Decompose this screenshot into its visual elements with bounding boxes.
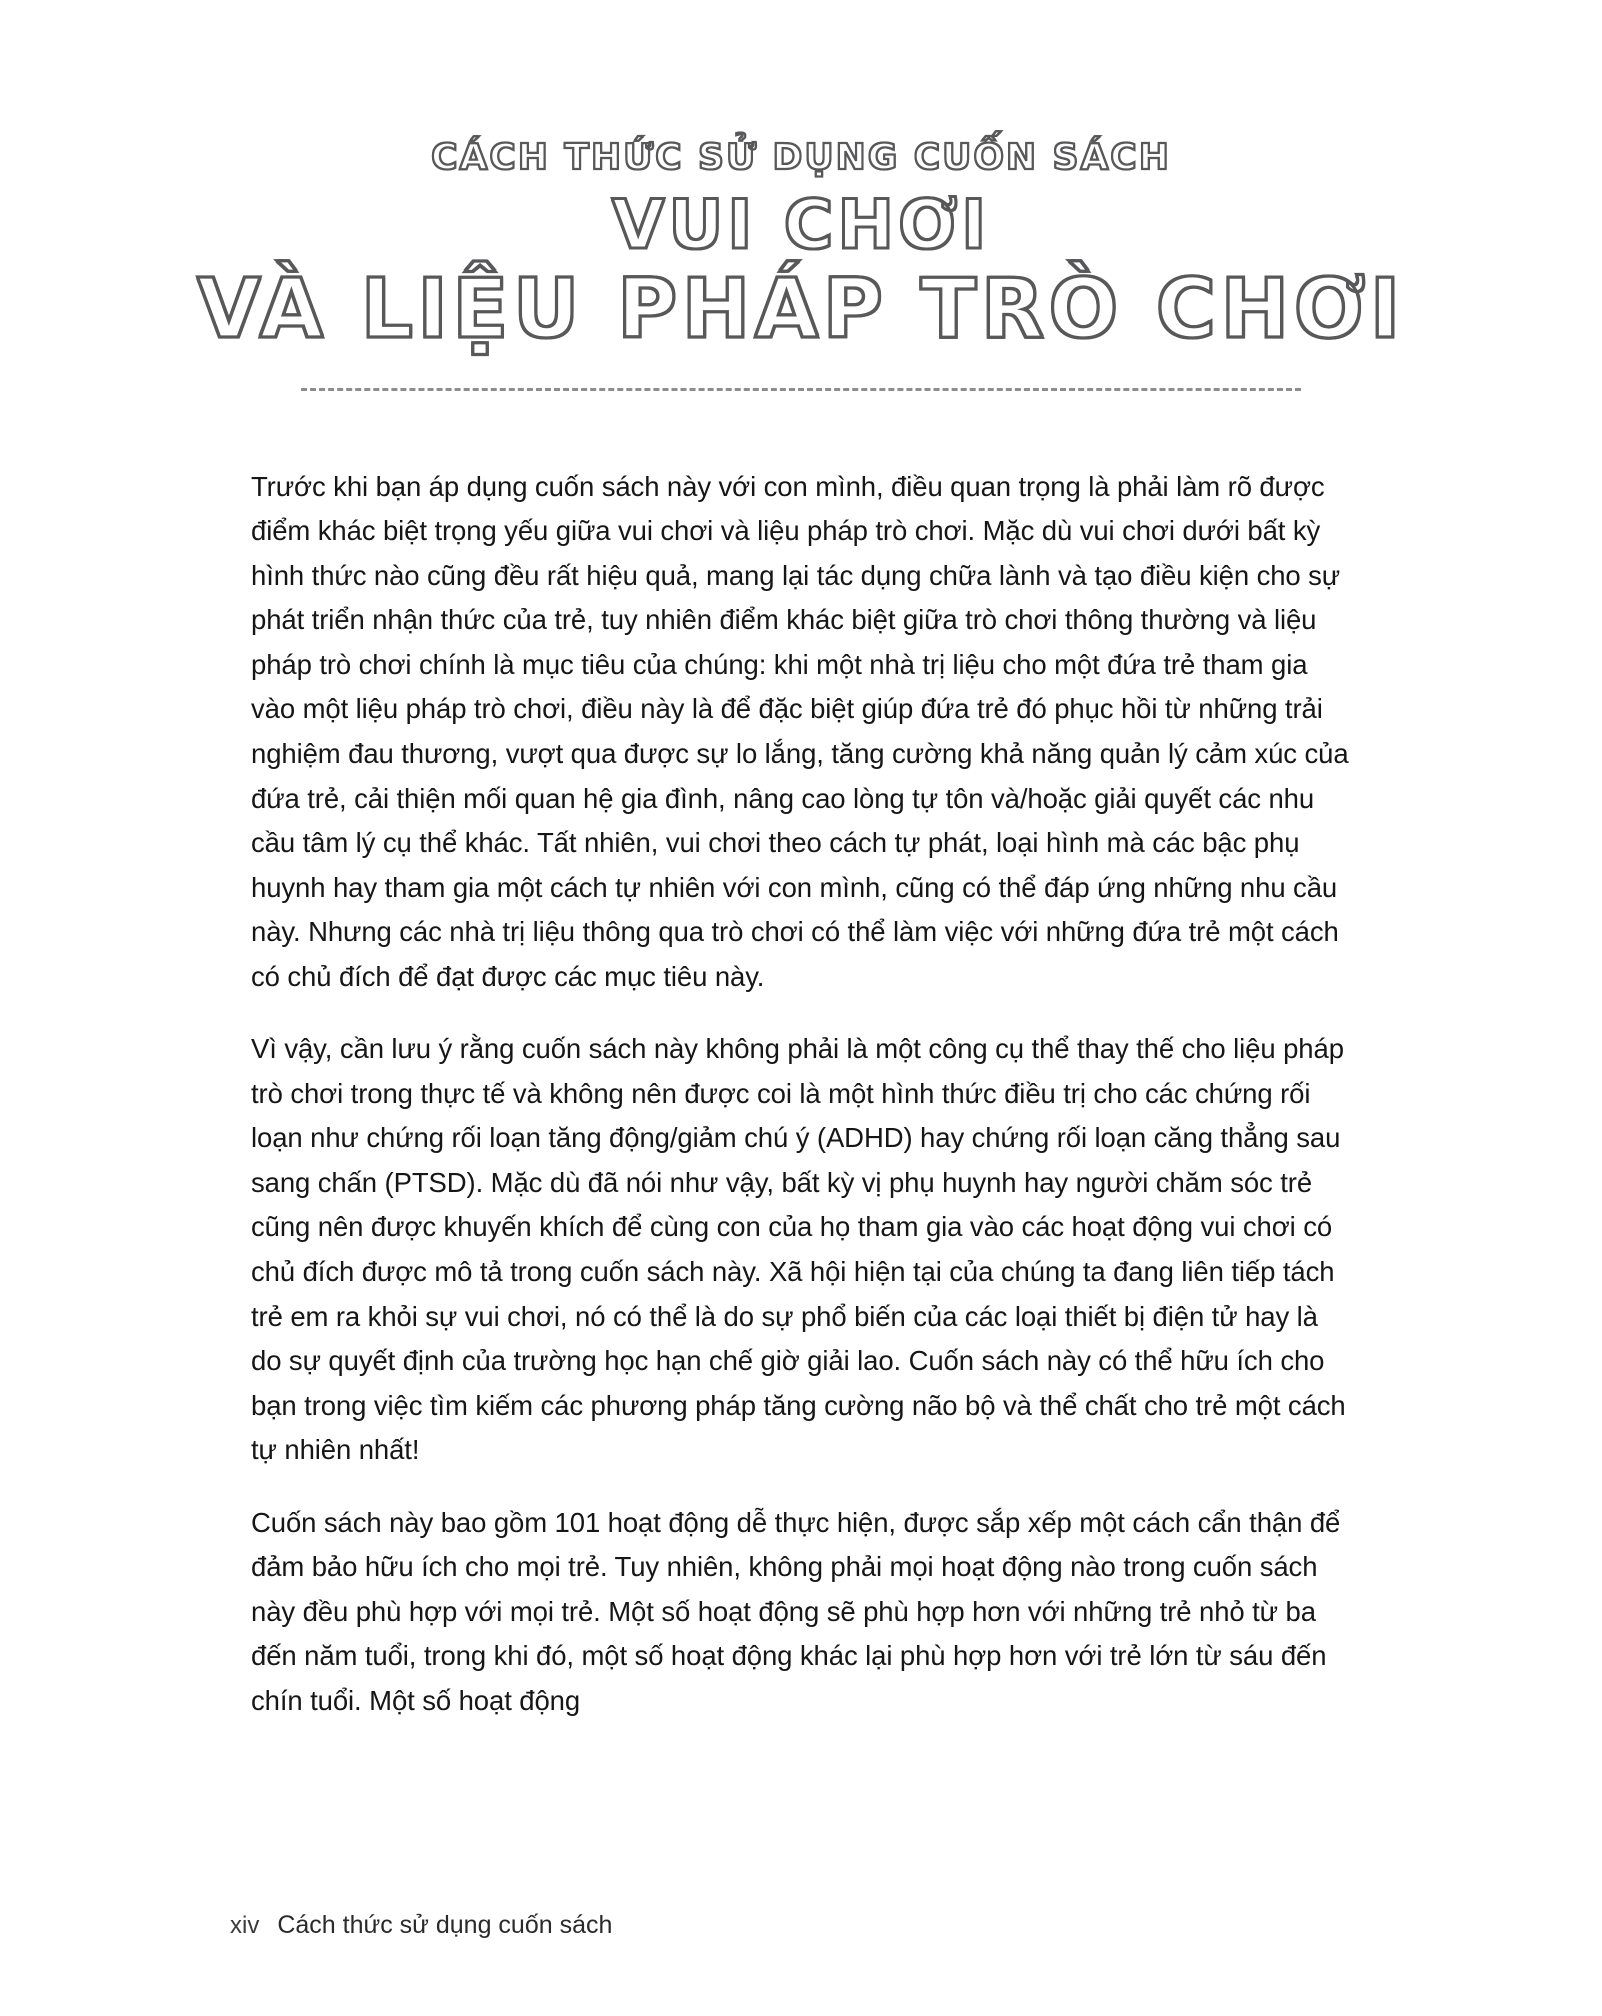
running-head: Cách thức sử dụng cuốn sách — [277, 1911, 613, 1939]
paragraph: Cuốn sách này bao gồm 101 hoạt động dễ thực hiện, được sắp xếp một cách cẩn thận để đảm bảo hữu ích cho mọi trẻ. Tuy nhiên, không phải mọi hoạt động nào trong cuốn sách này đều phù hợp với mọi trẻ. Một số hoạt động sẽ phù hợp hơn với những trẻ nhỏ từ ba đến năm tuổi, trong khi đó, một số hoạt động khác lại phù hợp hơn với trẻ lớn từ sáu đến chín tuổi. Một số hoạt động — [251, 1506, 1341, 1716]
body-text — [251, 391, 1351, 1724]
page-title-line-1: VUI CHƠI — [611, 185, 991, 265]
paragraph: Trước khi bạn áp dụng cuốn sách này với con mình, điều quan trọng là phải làm rõ được điểm khác biệt trọng yếu giữa vui chơi và liệu pháp trò chơi. Mặc dù vui chơi dưới bất kỳ hình thức nào cũng đều rất hiệu quả, mang lại tác dụng chữa lành và tạo điều kiện cho sự phát triển nhận thức của trẻ, tuy nhiên điểm khác biệt giữa trò chơi thông thường và liệu pháp trò chơi chính là mục tiêu của chúng: khi một nhà trị liệu cho một đứa trẻ tham gia vào một liệu pháp trò chơi, điều này là để đặc biệt giúp đứa trẻ đó phục hồi từ những trải nghiệm đau thương, vượt qua được sự lo lắng, tăng cường khả năng quản lý cảm xúc của đứa trẻ, cải thiện mối quan hệ gia đình, nâng cao lòng tự tôn và/hoặc giải quyết các nhu cầu tâm lý cụ thể khác. Tất nhiên, vui chơi theo cách tự phát, loại hình mà các bậc phụ huynh hay tham gia một cách tự nhiên với con mình, cũng có thể đáp ứng những nhu cầu này. Nhưng các nhà trị liệu thông qua trò chơi có thể làm việc với những đứa trẻ một cách có chủ đích để đạt được các mục tiêu này. — [251, 470, 1349, 992]
page-title-line-2: VÀ LIỆU PHÁP TRÒ CHƠI — [197, 262, 1405, 358]
page-title-block — [0, 0, 1602, 391]
paragraph: Vì vậy, cần lưu ý rằng cuốn sách này không phải là một công cụ thể thay thế cho liệu pháp trò chơi trong thực tế và không nên được coi là một hình thức điều trị cho các chứng rối loạn như chứng rối loạn tăng động/giảm chú ý (ADHD) hay chứng rối loạn căng thẳng sau sang chấn (PTSD). Mặc dù đã nói như vậy, bất kỳ vị phụ huynh hay người chăm sóc trẻ cũng nên được khuyến khích để cùng con của họ tham gia vào các hoạt động vui chơi có chủ đích được mô tả trong cuốn sách này. Xã hội hiện tại của chúng ta đang liên tiếp tách trẻ em ra khỏi sự vui chơi, nó có thể là do sự phổ biến của các loại thiết bị điện tử hay là do sự quyết định của trường học hạn chế giờ giải lao. Cuốn sách này có thể hữu ích cho bạn trong việc tìm kiếm các phương pháp tăng cường não bộ và thể chất cho trẻ một cách tự nhiên nhất! — [251, 1033, 1346, 1466]
page-title-kicker: CÁCH THỨC SỬ DỤNG CUỐN SÁCH — [431, 137, 1171, 178]
page-footer — [230, 1911, 612, 1940]
page-number: xiv — [230, 1912, 260, 1939]
